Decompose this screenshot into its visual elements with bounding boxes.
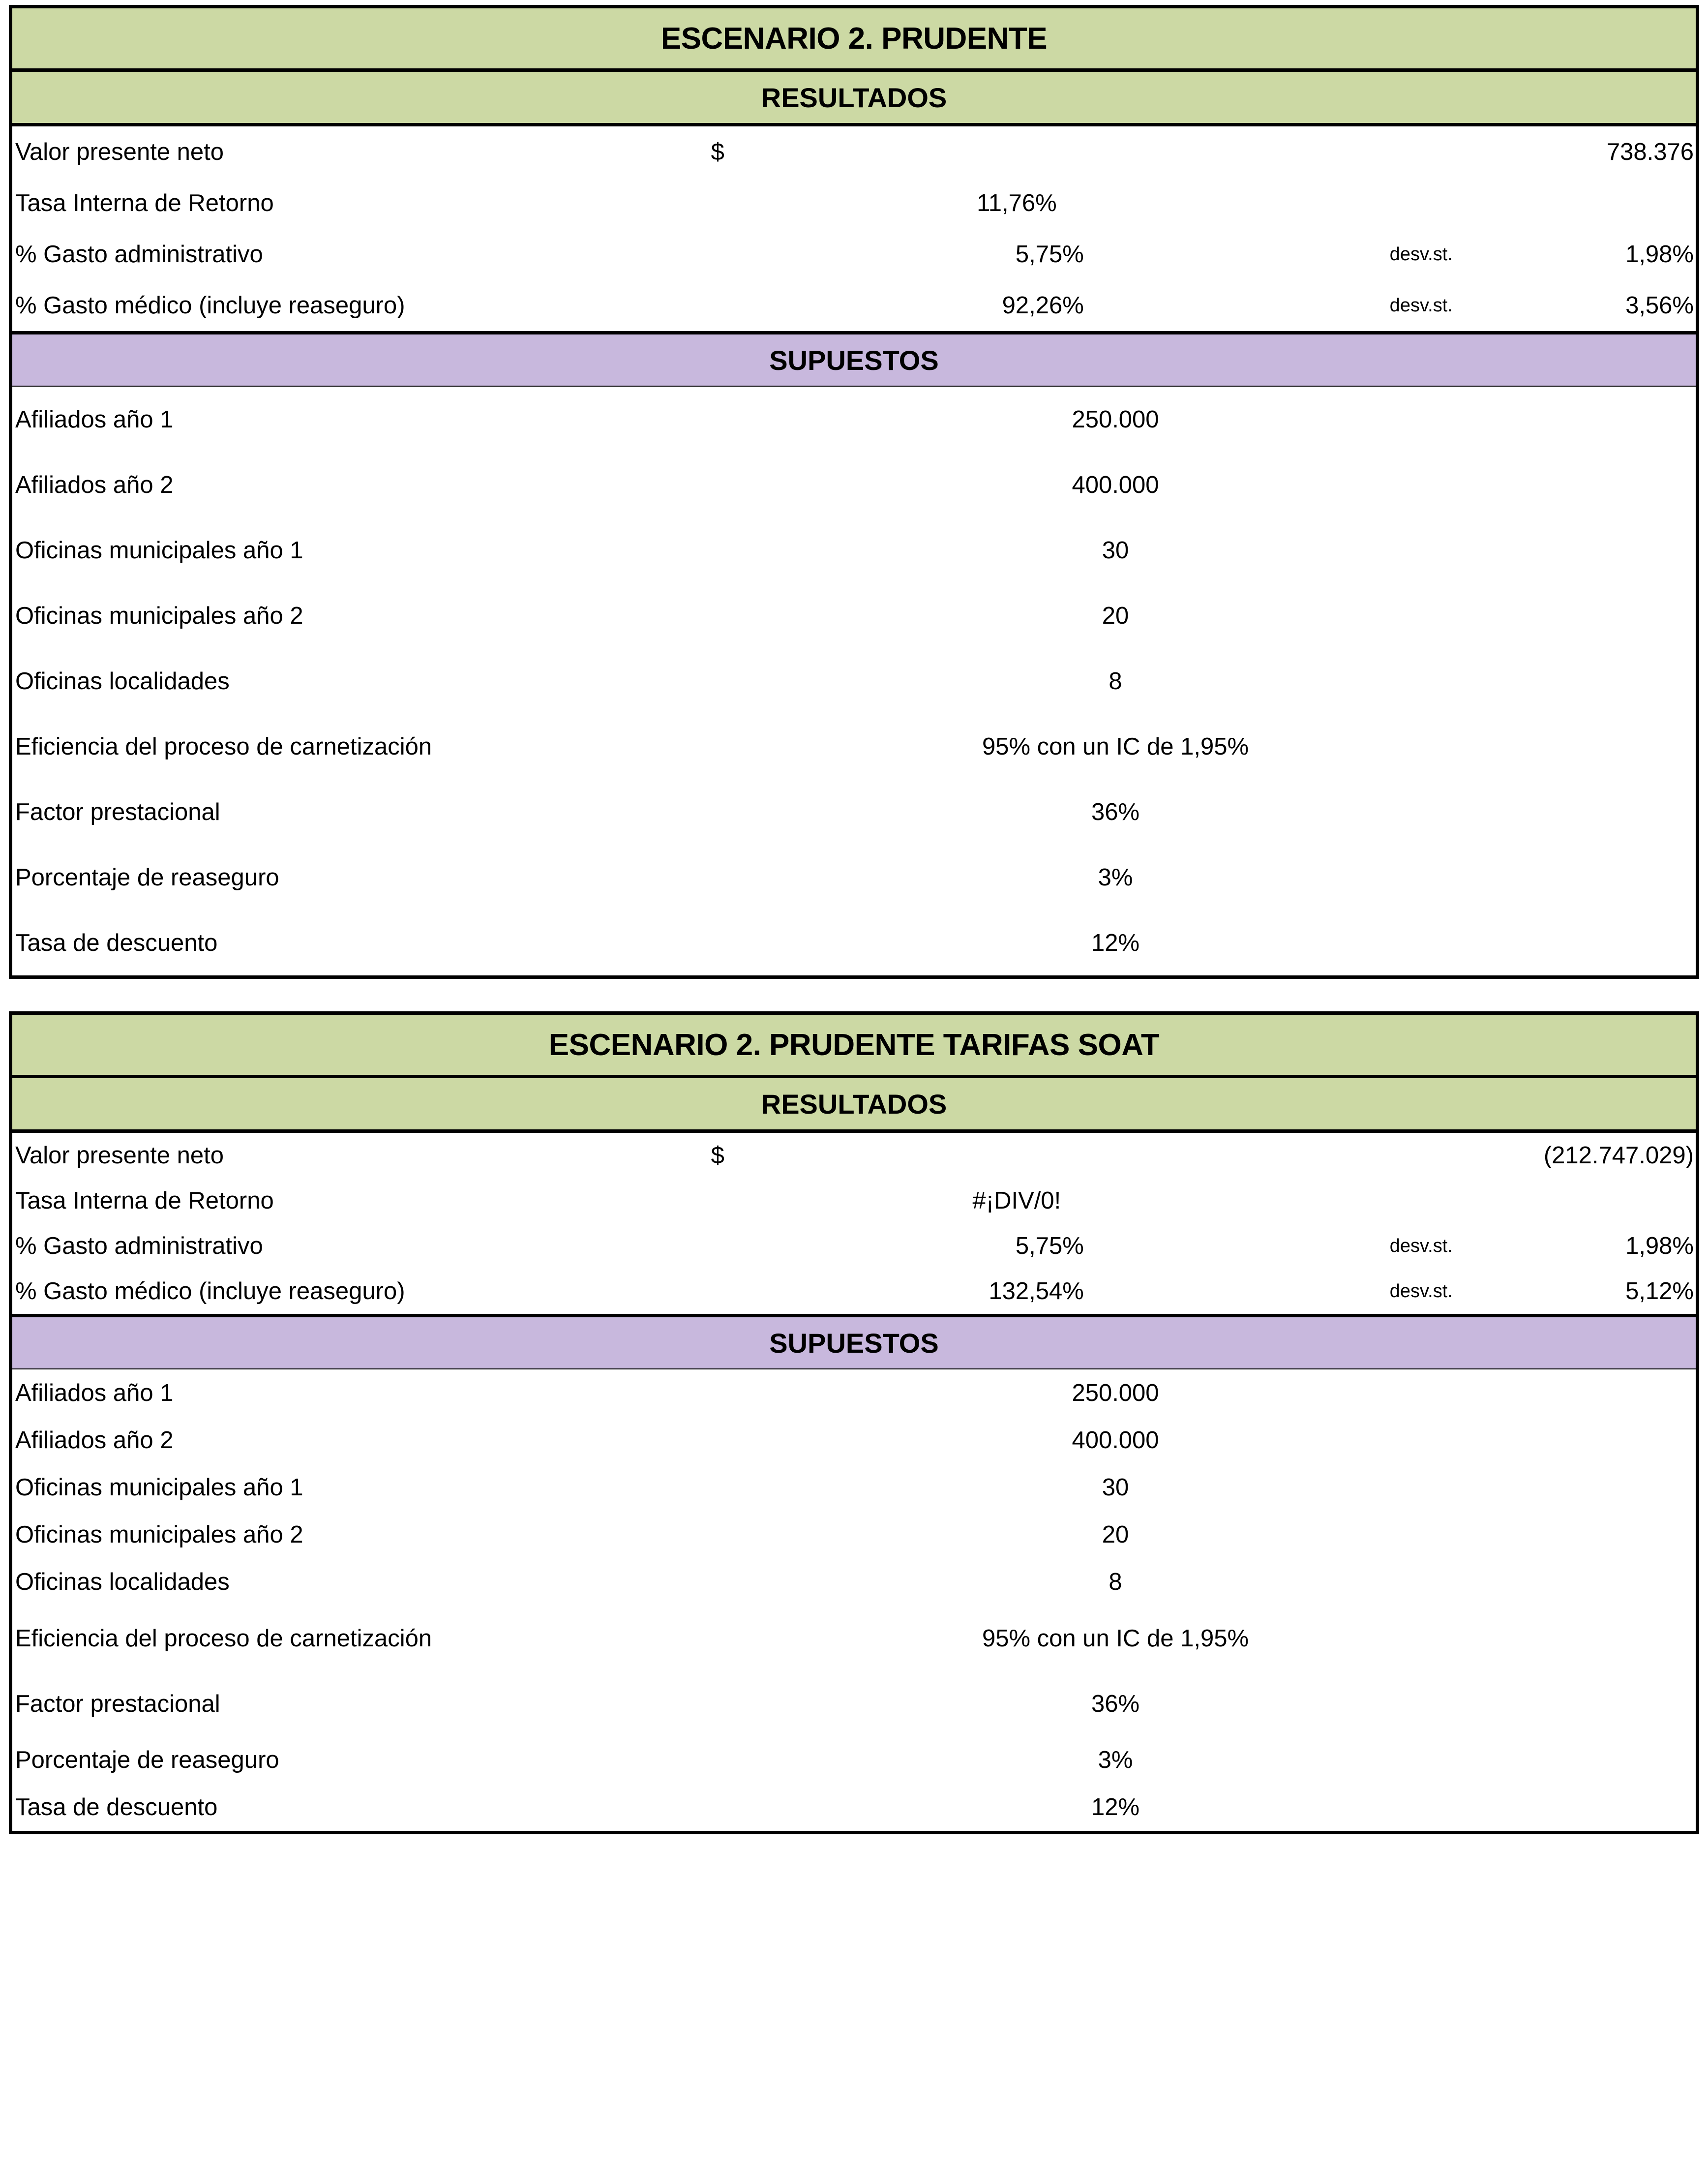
row-spacer [1520,1369,1697,1417]
row-label: Factor prestacional [15,798,220,825]
row-value: 5,75% [1015,241,1084,268]
scenario-table-prudente-tarifas-soat [9,1011,1699,1834]
table-row [11,1558,1698,1606]
row-label: Afiliados año 1 [15,406,174,433]
table-row [11,178,1698,229]
row-label: Valor presente neto [15,139,224,165]
row-spacer [1520,178,1697,229]
section-label-supuestos: SUPUESTOS [11,333,1698,387]
row-value: 36% [1091,1690,1140,1717]
row-value: 400.000 [1072,1427,1159,1454]
row-spacer [1520,1417,1697,1464]
row-value: 95% con un IC de 1,95% [982,1625,1249,1652]
row-value: 20 [1102,1521,1129,1548]
table-row [11,1784,1698,1833]
table-row [11,280,1698,333]
row-label: Oficinas municipales año 2 [15,1521,303,1548]
row-extra-value: 5,12% [1625,1278,1694,1304]
row-spacer [1520,1511,1697,1558]
table-row [11,1369,1698,1417]
row-value: 3% [1098,1747,1133,1773]
table-row [11,1223,1698,1269]
row-label: Eficiencia del proceso de carnetización [15,733,432,760]
row-spacer [1520,845,1697,910]
row-spacer [1520,910,1697,977]
table-row [11,1178,1698,1223]
table-row [11,125,1698,178]
row-spacer [1520,1671,1697,1736]
row-label: Oficinas localidades [15,1569,230,1595]
row-spacer [1086,1269,1322,1316]
row-value: 12% [1091,929,1140,956]
row-value: 738.376 [1606,139,1694,165]
row-label: Tasa de descuento [15,929,218,956]
section-label-resultados: RESULTADOS [11,1077,1698,1131]
row-spacer [1520,452,1697,517]
row-spacer [1520,583,1697,648]
row-label: Tasa de descuento [15,1794,218,1820]
row-spacer [1520,1736,1697,1784]
table-row [11,845,1698,910]
row-value: 12% [1091,1794,1140,1820]
table-title: ESCENARIO 2. PRUDENTE [11,7,1698,70]
row-spacer [1520,1784,1697,1833]
row-value: 30 [1102,537,1129,564]
row-spacer [1520,1558,1697,1606]
table-row [11,1269,1698,1316]
row-value: 95% con un IC de 1,95% [982,733,1249,760]
row-label: % Gasto administrativo [15,241,263,268]
table-row [11,714,1698,779]
row-extra-label: desv.st. [1389,295,1453,316]
row-value: 3% [1098,864,1133,891]
section-header-resultados [11,1077,1698,1131]
row-value: 36% [1091,798,1140,825]
row-label: Afiliados año 2 [15,1427,174,1454]
row-label: % Gasto médico (incluye reaseguro) [15,292,405,319]
table-row [11,386,1698,452]
section-header-supuestos [11,1316,1698,1369]
row-label: Oficinas municipales año 1 [15,1474,303,1501]
row-spacer [1520,648,1697,714]
scenario-table-prudente [9,5,1699,979]
row-label: Oficinas municipales año 1 [15,537,303,564]
table-title-row [11,7,1698,70]
row-label: Tasa Interna de Retorno [15,1187,274,1214]
row-label: Afiliados año 1 [15,1380,174,1406]
row-value: 5,75% [1015,1233,1084,1259]
row-spacer [1520,1606,1697,1671]
table-row [11,910,1698,977]
row-spacer [1520,714,1697,779]
row-label: Tasa Interna de Retorno [15,190,274,216]
table-title: ESCENARIO 2. PRUDENTE TARIFAS SOAT [11,1013,1698,1077]
section-header-supuestos [11,333,1698,387]
table-row [11,648,1698,714]
table-row [11,517,1698,583]
row-spacer [1520,386,1697,452]
row-label: Eficiencia del proceso de carnetización [15,1625,432,1652]
row-label: Factor prestacional [15,1690,220,1717]
row-label: Porcentaje de reaseguro [15,1747,279,1773]
row-extra-label: desv.st. [1389,1235,1453,1256]
row-label: Oficinas localidades [15,667,230,695]
row-label: Afiliados año 2 [15,471,174,498]
row-spacer [1086,1223,1322,1269]
row-value: 400.000 [1072,471,1159,498]
table-gap [9,979,1699,1011]
row-value: (212.747.029) [1543,1142,1694,1169]
table-row [11,1511,1698,1558]
row-spacer [1520,1178,1697,1223]
table-row [11,1464,1698,1511]
row-extra-value: 1,98% [1625,1233,1694,1259]
row-extra-label: desv.st. [1389,243,1453,265]
row-value: 250.000 [1072,406,1159,433]
section-header-resultados [11,70,1698,125]
row-value: 92,26% [1002,292,1084,319]
row-extra-value: 1,98% [1625,241,1694,268]
table-title-row [11,1013,1698,1077]
row-currency: $ [711,139,724,165]
table-row [11,452,1698,517]
row-value: 30 [1102,1474,1129,1501]
row-label: % Gasto administrativo [15,1233,263,1259]
table-row [11,229,1698,280]
row-label: Valor presente neto [15,1142,224,1169]
row-value: 20 [1102,602,1129,629]
row-extra-value: 3,56% [1625,292,1694,319]
row-value: 8 [1109,1569,1122,1595]
row-spacer [1520,1464,1697,1511]
row-value: 132,54% [989,1278,1084,1304]
row-spacer [1322,178,1520,229]
row-spacer [1086,280,1322,333]
row-spacer [1520,779,1697,845]
row-spacer [1086,229,1322,280]
row-value: 8 [1109,667,1122,695]
section-label-supuestos: SUPUESTOS [11,1316,1698,1369]
row-value: #¡DIV/0! [972,1187,1061,1214]
table-row [11,1736,1698,1784]
row-spacer [1322,1178,1520,1223]
row-currency: $ [711,1142,724,1169]
section-label-resultados: RESULTADOS [11,70,1698,125]
row-label: Oficinas municipales año 2 [15,602,303,629]
table-row [11,1417,1698,1464]
table-row [11,583,1698,648]
row-value: 250.000 [1072,1380,1159,1406]
row-label: % Gasto médico (incluye reaseguro) [15,1278,405,1304]
row-label: Porcentaje de reaseguro [15,864,279,891]
table-row [11,1606,1698,1671]
row-extra-label: desv.st. [1389,1280,1453,1302]
table-row [11,1671,1698,1736]
row-spacer [1520,517,1697,583]
table-row [11,779,1698,845]
row-value: 11,76% [977,190,1057,216]
table-row [11,1131,1698,1179]
